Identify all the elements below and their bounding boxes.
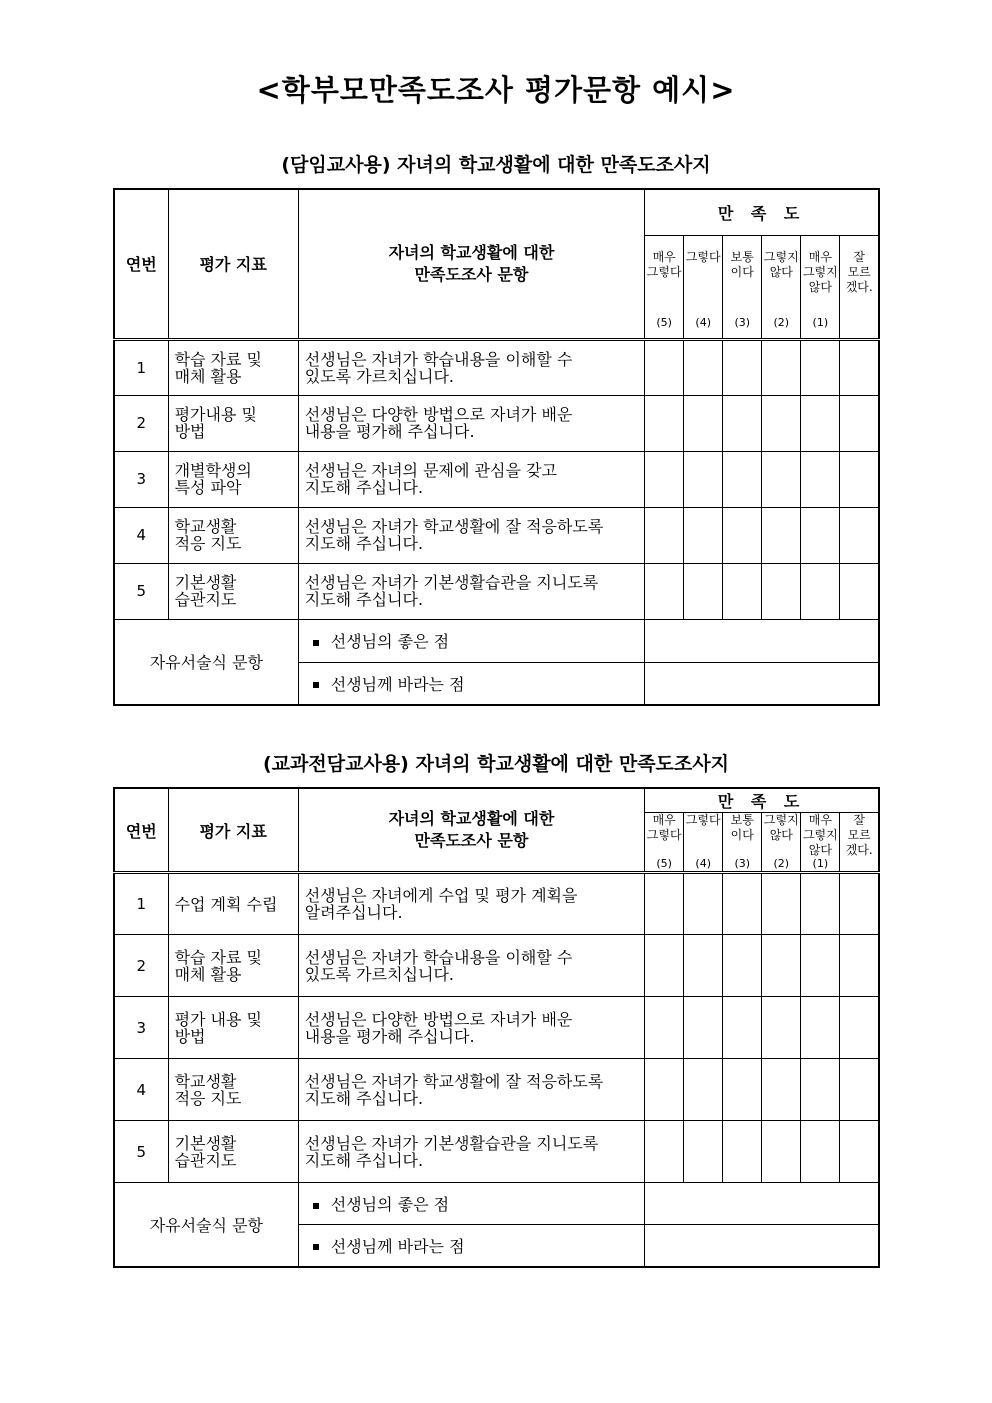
rating-cell[interactable] xyxy=(645,997,684,1059)
table-row xyxy=(114,1121,879,1183)
survey-table-subject xyxy=(113,787,880,1268)
free-response-text: 선생님께 바라는 점 xyxy=(330,1236,465,1256)
option-header xyxy=(645,813,684,873)
row-number: 2 xyxy=(114,935,168,997)
rating-cell[interactable] xyxy=(762,1059,801,1121)
option-header xyxy=(723,813,762,873)
table-row xyxy=(114,935,879,997)
row-number: 1 xyxy=(114,873,168,935)
rating-cell[interactable] xyxy=(723,1121,762,1183)
header-satisfaction: 만 족 도 xyxy=(645,788,879,813)
header-question-line1: 자녀의 학교생활에 대한 xyxy=(388,809,555,828)
option-label: 보통 이다 xyxy=(730,249,754,279)
row-indicator: 학교생활 적응 지도 xyxy=(168,1059,298,1121)
rating-cell[interactable] xyxy=(684,339,723,395)
option-score: (3) xyxy=(734,857,751,870)
option-header xyxy=(801,813,840,873)
row-indicator: 학습 자료 및 매체 활용 xyxy=(168,935,298,997)
option-score: (5) xyxy=(656,857,672,870)
option-label: 보통 이다 xyxy=(730,813,754,842)
row-question: 선생님은 자녀가 학교생활에 잘 적응하도록 지도해 주십니다. xyxy=(298,507,644,563)
row-question: 선생님은 다양한 방법으로 자녀가 배운 내용을 평가해 주십니다. xyxy=(298,997,644,1059)
rating-cell[interactable] xyxy=(684,451,723,507)
rating-cell[interactable] xyxy=(801,507,840,563)
free-response-text: 선생님께 바라는 점 xyxy=(330,674,465,694)
free-response-prompt xyxy=(298,662,644,705)
option-label: 매우 그렇다 xyxy=(646,249,682,279)
rating-cell[interactable] xyxy=(723,1059,762,1121)
option-score: (1) xyxy=(812,857,829,870)
header-indicator: 평가 지표 xyxy=(168,788,298,873)
rating-cell[interactable] xyxy=(723,873,762,935)
header-question-line2: 만족도조사 문항 xyxy=(414,264,529,284)
row-indicator: 기본생활 습관지도 xyxy=(168,563,298,619)
row-indicator: 수업 계획 수립 xyxy=(168,873,298,935)
row-question: 선생님은 자녀가 기본생활습관을 지니도록 지도해 주십니다. xyxy=(298,563,644,619)
bullet-square-icon xyxy=(313,640,319,646)
row-indicator: 평가내용 및 방법 xyxy=(168,395,298,451)
rating-cell[interactable] xyxy=(684,873,723,935)
option-label: 매우 그렇지 않다 xyxy=(802,249,838,294)
row-indicator: 평가 내용 및 방법 xyxy=(168,997,298,1059)
option-header xyxy=(840,235,879,339)
row-number: 5 xyxy=(114,1121,168,1183)
option-label: 그렇지 않다 xyxy=(763,249,799,279)
rating-cell[interactable] xyxy=(840,935,879,997)
section1-subtitle: (담임교사용) 자녀의 학교생활에 대한 만족도조사지 xyxy=(281,154,711,176)
row-question: 선생님은 자녀가 기본생활습관을 지니도록 지도해 주십니다. xyxy=(298,1121,644,1183)
row-question: 선생님은 자녀에게 수업 및 평가 계획을 알려주십니다. xyxy=(298,873,644,935)
row-indicator: 학습 자료 및 매체 활용 xyxy=(168,339,298,395)
header-satisfaction: 만 족 도 xyxy=(645,189,879,235)
row-indicator: 개별학생의 특성 파악 xyxy=(168,451,298,507)
rating-cell[interactable] xyxy=(840,507,879,563)
option-header xyxy=(762,235,801,339)
rating-cell[interactable] xyxy=(840,395,879,451)
free-response-prompt xyxy=(298,1225,644,1267)
rating-cell[interactable] xyxy=(684,507,723,563)
free-response-text: 선생님의 좋은 점 xyxy=(330,1195,450,1214)
rating-cell[interactable] xyxy=(801,935,840,997)
row-question: 선생님은 다양한 방법으로 자녀가 배운 내용을 평가해 주십니다. xyxy=(298,395,644,451)
rating-cell[interactable] xyxy=(762,395,801,451)
rating-cell[interactable] xyxy=(801,997,840,1059)
bullet-square-icon xyxy=(313,1244,319,1250)
free-response-row xyxy=(114,619,879,662)
header-question-line2: 만족도조사 문항 xyxy=(414,831,529,850)
row-number: 3 xyxy=(114,451,168,507)
rating-cell[interactable] xyxy=(840,339,879,395)
header-no: 연번 xyxy=(114,788,168,873)
rating-cell[interactable] xyxy=(723,395,762,451)
rating-cell[interactable] xyxy=(801,451,840,507)
rating-cell[interactable] xyxy=(762,563,801,619)
option-header xyxy=(762,813,801,873)
option-header xyxy=(684,235,723,339)
rating-cell[interactable] xyxy=(645,563,684,619)
free-response-label: 자유서술식 문항 xyxy=(114,619,298,705)
rating-cell[interactable] xyxy=(840,1121,879,1183)
option-label: 그렇다 xyxy=(685,813,721,827)
rating-cell[interactable] xyxy=(723,339,762,395)
rating-cell[interactable] xyxy=(645,1059,684,1121)
free-response-row xyxy=(114,1183,879,1225)
rating-cell[interactable] xyxy=(723,507,762,563)
rating-cell[interactable] xyxy=(840,873,879,935)
option-header xyxy=(840,813,879,873)
rating-cell[interactable] xyxy=(684,1121,723,1183)
rating-cell[interactable] xyxy=(684,935,723,997)
rating-cell[interactable] xyxy=(801,395,840,451)
option-label: 매우 그렇다 xyxy=(646,813,682,842)
free-response-answer[interactable] xyxy=(645,1183,879,1225)
header-no: 연번 xyxy=(114,189,168,339)
row-question: 선생님은 자녀가 학교생활에 잘 적응하도록 지도해 주십니다. xyxy=(298,1059,644,1121)
row-number: 4 xyxy=(114,507,168,563)
table-row xyxy=(114,451,879,507)
header-indicator: 평가 지표 xyxy=(168,189,298,339)
bullet-square-icon xyxy=(313,1203,319,1209)
rating-cell[interactable] xyxy=(645,451,684,507)
rating-cell[interactable] xyxy=(840,1059,879,1121)
row-number: 4 xyxy=(114,1059,168,1121)
header-question xyxy=(298,788,644,873)
row-question: 선생님은 자녀가 학습내용을 이해할 수 있도록 가르치십니다. xyxy=(298,339,644,395)
header-question xyxy=(298,189,644,339)
rating-cell[interactable] xyxy=(645,935,684,997)
option-score: (4) xyxy=(695,315,711,329)
option-label: 그렇지 않다 xyxy=(763,813,799,842)
option-header xyxy=(684,813,723,873)
row-question: 선생님은 자녀의 문제에 관심을 갖고 지도해 주십니다. xyxy=(298,451,644,507)
table-row xyxy=(114,339,879,395)
row-number: 2 xyxy=(114,395,168,451)
rating-cell[interactable] xyxy=(684,395,723,451)
rating-cell[interactable] xyxy=(684,1059,723,1121)
bullet-square-icon xyxy=(313,682,319,688)
option-score: (1) xyxy=(812,315,829,329)
table-row xyxy=(114,1059,879,1121)
header-question-line1: 자녀의 학교생활에 대한 xyxy=(388,242,555,262)
option-header xyxy=(723,235,762,339)
free-response-prompt xyxy=(298,619,644,662)
rating-cell[interactable] xyxy=(645,507,684,563)
row-number: 1 xyxy=(114,339,168,395)
option-score: (3) xyxy=(734,315,751,329)
rating-cell[interactable] xyxy=(762,507,801,563)
option-header xyxy=(645,235,684,339)
rating-cell[interactable] xyxy=(723,451,762,507)
page-title: <학부모만족도조사 평가문항 예시> xyxy=(256,73,736,107)
option-label: 잘 모르 겠다. xyxy=(845,249,873,294)
rating-cell[interactable] xyxy=(840,997,879,1059)
rating-cell[interactable] xyxy=(801,1059,840,1121)
rating-cell[interactable] xyxy=(645,339,684,395)
option-header xyxy=(801,235,840,339)
free-response-answer[interactable] xyxy=(645,619,879,662)
rating-cell[interactable] xyxy=(762,997,801,1059)
option-label: 잘 모르 겠다. xyxy=(845,813,873,857)
rating-cell[interactable] xyxy=(645,873,684,935)
section2-subtitle: (교과전담교사용) 자녀의 학교생활에 대한 만족도조사지 xyxy=(263,753,729,775)
option-score: (2) xyxy=(773,315,790,329)
table-row xyxy=(114,395,879,451)
table-row xyxy=(114,507,879,563)
survey-table-homeroom xyxy=(113,188,880,706)
table-row xyxy=(114,873,879,935)
rating-cell[interactable] xyxy=(840,563,879,619)
rating-cell[interactable] xyxy=(723,563,762,619)
table-row xyxy=(114,997,879,1059)
option-score: (2) xyxy=(773,857,790,870)
rating-cell[interactable] xyxy=(684,997,723,1059)
rating-cell[interactable] xyxy=(723,997,762,1059)
rating-cell[interactable] xyxy=(801,339,840,395)
option-label: 매우 그렇지 않다 xyxy=(802,813,838,857)
option-score: (4) xyxy=(695,857,711,870)
rating-cell[interactable] xyxy=(762,1121,801,1183)
rating-cell[interactable] xyxy=(801,563,840,619)
row-indicator: 학교생활 적응 지도 xyxy=(168,507,298,563)
free-response-text: 선생님의 좋은 점 xyxy=(330,632,450,651)
rating-cell[interactable] xyxy=(840,451,879,507)
rating-cell[interactable] xyxy=(762,451,801,507)
rating-cell[interactable] xyxy=(684,563,723,619)
free-response-label: 자유서술식 문항 xyxy=(114,1183,298,1267)
row-number: 5 xyxy=(114,563,168,619)
rating-cell[interactable] xyxy=(645,1121,684,1183)
rating-cell[interactable] xyxy=(645,395,684,451)
table-row xyxy=(114,563,879,619)
option-score: (5) xyxy=(656,315,672,329)
rating-cell[interactable] xyxy=(801,873,840,935)
row-indicator: 기본생활 습관지도 xyxy=(168,1121,298,1183)
rating-cell[interactable] xyxy=(801,1121,840,1183)
free-response-prompt xyxy=(298,1183,644,1225)
row-number: 3 xyxy=(114,997,168,1059)
rating-cell[interactable] xyxy=(723,935,762,997)
rating-cell[interactable] xyxy=(762,873,801,935)
free-response-answer[interactable] xyxy=(645,1225,879,1267)
row-question: 선생님은 자녀가 학습내용을 이해할 수 있도록 가르치십니다. xyxy=(298,935,644,997)
rating-cell[interactable] xyxy=(762,935,801,997)
rating-cell[interactable] xyxy=(762,339,801,395)
option-label: 그렇다 xyxy=(685,249,721,264)
free-response-answer[interactable] xyxy=(645,662,879,705)
